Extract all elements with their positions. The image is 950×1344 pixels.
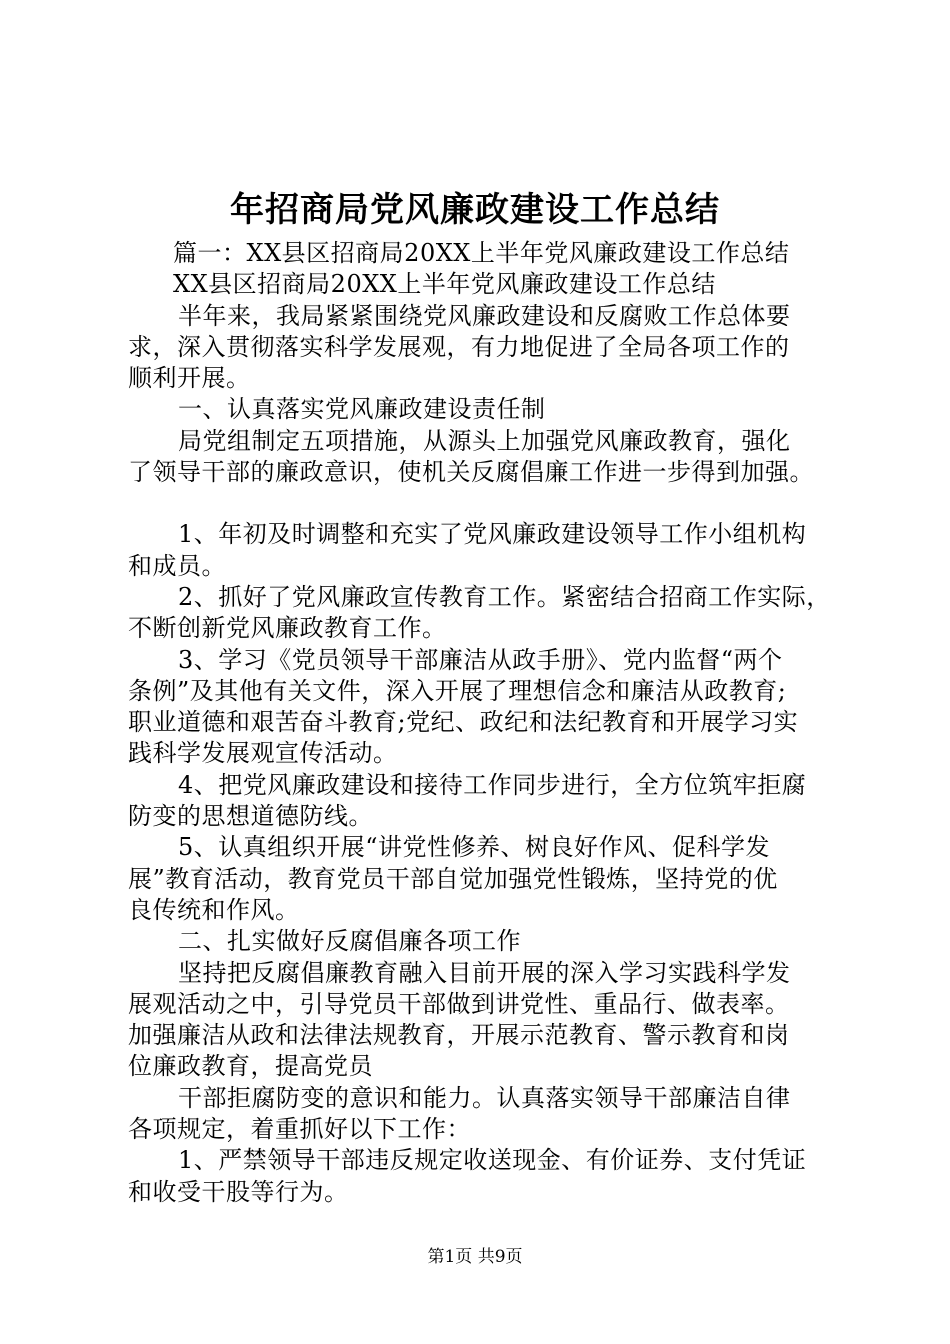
body-line: 顺利开展。 [128, 364, 251, 393]
body-line: 展”教育活动，教育党员干部自觉加强党性锻炼，坚持党的优 [128, 864, 778, 893]
body-line: 半年来，我局紧紧围绕党风廉政建设和反腐败工作总体要 [178, 301, 791, 330]
body-line: 职业道德和艰苦奋斗教育;党纪、政纪和法纪教育和开展学习实 [128, 708, 799, 737]
list-item: 1、严禁领导干部违反规定收送现金、有价证券、支付凭证 [178, 1146, 807, 1175]
body-line: 各项规定，着重抓好以下工作： [128, 1115, 471, 1144]
document-body [128, 238, 838, 1208]
list-item: 4、把党风廉政建设和接待工作同步进行，全方位筑牢拒腐 [178, 770, 807, 799]
body-line: 篇一：XX县区招商局20XX上半年党风廉政建设工作总结 [173, 239, 790, 267]
body-line: XX县区招商局20XX上半年党风廉政建设工作总结 [173, 270, 716, 299]
body-line: 坚持把反腐倡廉教育融入目前开展的深入学习实践科学发 [178, 958, 791, 987]
body-line: 和收受干股等行为。 [128, 1177, 349, 1206]
body-line: 条例”及其他有关文件，深入开展了理想信念和廉洁从政教育; [128, 676, 787, 705]
body-line: 和成员。 [128, 551, 226, 580]
list-item: 2、抓好了党风廉政宣传教育工作。紧密结合招商工作实际， [178, 582, 831, 611]
body-line: 良传统和作风。 [128, 895, 300, 924]
body-line: 践科学发展观宣传活动。 [128, 739, 398, 768]
body-line: 求，深入贯彻落实科学发展观，有力地促进了全局各项工作的 [128, 332, 790, 361]
list-item: 5、认真组织开展“讲党性修养、树良好作风、促科学发 [178, 833, 771, 862]
section-heading: 一、认真落实党风廉政建设责任制 [178, 395, 546, 424]
paragraph-gap [128, 488, 838, 519]
body-line: 加强廉洁从政和法律法规教育，开展示范教育、警示教育和岗 [128, 1021, 790, 1050]
body-line: 不断创新党风廉政教育工作。 [128, 614, 447, 643]
list-item: 1、年初及时调整和充实了党风廉政建设领导工作小组机构 [178, 520, 807, 549]
page-footer: 第1页 共9页 [427, 1247, 523, 1267]
list-item: 3、学习《党员领导干部廉洁从政手册》、党内监督“两个 [178, 645, 783, 674]
body-line: 防变的思想道德防线。 [128, 802, 373, 831]
body-line: 了领导干部的廉政意识，使机关反腐倡廉工作进一步得到加强。 [128, 458, 814, 487]
section-heading: 二、扎实做好反腐倡廉各项工作 [178, 927, 521, 956]
body-line: 展观活动之中，引导党员干部做到讲党性、重品行、做表率。 [128, 989, 790, 1018]
body-line: 局党组制定五项措施，从源头上加强党风廉政教育，强化 [178, 426, 791, 455]
body-line: 干部拒腐防变的意识和能力。认真落实领导干部廉洁自律 [178, 1083, 791, 1112]
document-title: 年招商局党风廉政建设工作总结 [230, 190, 720, 230]
body-line: 位廉政教育，提高党员 [128, 1052, 373, 1081]
